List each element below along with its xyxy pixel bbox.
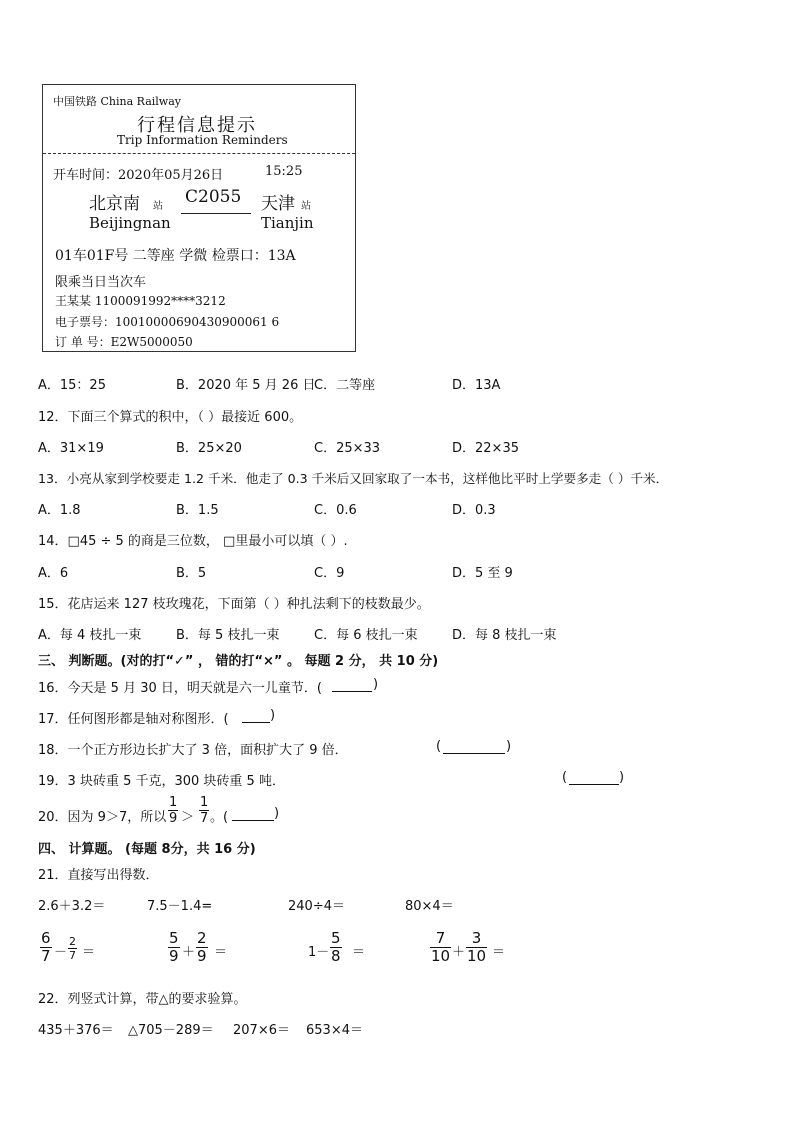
q11-option-a: A．15：25 bbox=[38, 378, 106, 393]
q11-option-d: D．13A bbox=[452, 378, 501, 393]
q11-option-c: C．二等座 bbox=[314, 378, 376, 393]
q21-e3-lead: 1－ bbox=[308, 945, 330, 960]
q14-option-d: D．5 至 9 bbox=[452, 566, 513, 581]
q12-option-b: B．25×20 bbox=[176, 441, 242, 456]
q21-e4-b-num: 3 bbox=[471, 929, 482, 947]
q20-f1-denominator: 9 bbox=[169, 811, 178, 826]
q18-answer-blank[interactable] bbox=[443, 753, 505, 754]
q20-f2-numerator: 1 bbox=[200, 795, 209, 810]
q13-option-b: B．1.5 bbox=[176, 503, 219, 518]
q12-option-a: A．31×19 bbox=[38, 441, 104, 456]
q16-close-paren: ) bbox=[373, 677, 379, 692]
depart-date: 开车时间：2020年05月26日 bbox=[53, 168, 224, 183]
q21-e3-frac bbox=[330, 931, 342, 964]
train-ticket bbox=[42, 84, 356, 352]
train-number-underline bbox=[181, 213, 251, 214]
q14-option-a: A．6 bbox=[38, 566, 69, 581]
limit-line: 限乘当日当次车 bbox=[55, 275, 147, 290]
q13-option-d: D．0.3 bbox=[452, 503, 496, 518]
q21-e4-a-den: 10 bbox=[431, 947, 451, 965]
q15-option-c: C．每 6 枝扎一束 bbox=[314, 628, 418, 643]
q13-stem: 13．小亮从家到学校要走 1.2 千米．他走了 0.3 千米后又回家取了一本书，这样他比平时上学要多走（ ）千米． bbox=[38, 471, 669, 486]
q21-e4-frac-b bbox=[466, 931, 487, 964]
order-line: 订 单 号：E2W5000050 bbox=[55, 335, 193, 349]
q20-fraction-1-7 bbox=[199, 796, 209, 825]
ticket-divider bbox=[43, 153, 355, 154]
to-station-suffix: 站 bbox=[301, 201, 311, 212]
q21-e2-frac-b bbox=[196, 931, 208, 964]
q21-e1-b-den: 7 bbox=[69, 949, 76, 962]
to-station-cn: 天津 bbox=[261, 194, 295, 214]
q20-greater-than: ＞ bbox=[181, 810, 195, 825]
eticket-line: 电子票号：10010000690430900061 6 bbox=[55, 315, 280, 329]
q21-e1-b-num: 2 bbox=[69, 935, 76, 948]
q18-text: 18．一个正方形边长扩大了 3 倍，面积扩大了 9 倍． bbox=[38, 743, 348, 758]
q13-option-c: C．0.6 bbox=[314, 503, 357, 518]
q15-option-a: A．每 4 枝扎一束 bbox=[38, 628, 142, 643]
q17-close-paren: ) bbox=[270, 708, 276, 723]
q19-answer-blank[interactable] bbox=[569, 784, 619, 785]
q21-e4-frac-a bbox=[430, 931, 451, 964]
q21-e4-b-den: 10 bbox=[467, 947, 487, 965]
to-station-en: Tianjin bbox=[261, 214, 314, 232]
q19-open-paren: ( bbox=[562, 770, 568, 785]
q18-open-paren: ( bbox=[436, 739, 442, 754]
q20-tail: 。( bbox=[210, 810, 229, 825]
q21-e4-eq: ＝ bbox=[492, 945, 506, 960]
q16-text: 16．今天是 5 月 30 日，明天就是六一儿童节．( bbox=[38, 681, 322, 696]
q12-stem: 12．下面三个算式的积中，（ ）最接近 600。 bbox=[38, 410, 303, 425]
q21-stem: 21．直接写出得数． bbox=[38, 868, 159, 883]
q21-e2-frac-a bbox=[168, 931, 180, 964]
from-station-en: Beijingnan bbox=[89, 214, 171, 232]
q21-e4-a-num: 7 bbox=[435, 929, 446, 947]
q21-e2-op: ＋ bbox=[182, 945, 196, 960]
q11-option-b: B．2020 年 5 月 26 日 bbox=[176, 378, 316, 393]
q21-e2-b-num: 2 bbox=[197, 929, 207, 947]
q20-lead: 20．因为 9＞7，所以 bbox=[38, 810, 167, 825]
ticket-title-en: Trip Information Reminders bbox=[117, 133, 288, 147]
q15-option-b: B．每 5 枝扎一束 bbox=[176, 628, 280, 643]
q17-text: 17．任何图形都是轴对称图形．( bbox=[38, 712, 229, 727]
q12-option-c: C．25×33 bbox=[314, 441, 381, 456]
railway-logo: 中国铁路 China Railway bbox=[53, 95, 181, 108]
q22-item-2: △705－289＝ bbox=[128, 1023, 214, 1038]
q20-fraction-1-9 bbox=[168, 796, 178, 825]
q21-expr-3: 240÷4＝ bbox=[288, 899, 345, 914]
q12-option-d: D．22×35 bbox=[452, 441, 519, 456]
depart-time: 15:25 bbox=[265, 164, 303, 179]
q22-stem: 22．列竖式计算，带△的要求验算。 bbox=[38, 992, 247, 1007]
q22-item-3: 207×6＝ bbox=[233, 1023, 290, 1038]
q21-expr-2: 7.5－1.4= bbox=[147, 899, 213, 914]
section-3-heading: 三、 判断题。(对的打“✓” ， 错的打“×” 。 每题 2 分， 共 10 分) bbox=[38, 654, 439, 669]
q14-option-b: B．5 bbox=[176, 566, 207, 581]
q21-e2-a-den: 9 bbox=[169, 947, 179, 965]
q14-stem: 14．□45 ÷ 5 的商是三位数， □里最小可以填（ ）. bbox=[38, 534, 348, 549]
train-number: C2055 bbox=[185, 187, 242, 207]
q21-e3-num: 5 bbox=[331, 929, 341, 947]
q13-option-a: A．1.8 bbox=[38, 503, 81, 518]
q21-expr-4: 80×4＝ bbox=[405, 899, 454, 914]
q21-e1-eq: ＝ bbox=[82, 945, 96, 960]
section-4-heading: 四、 计算题。 (每题 8分，共 16 分) bbox=[38, 842, 256, 857]
q18-close-paren: ) bbox=[506, 739, 512, 754]
q21-e2-eq: ＝ bbox=[214, 945, 228, 960]
q20-close-paren: ) bbox=[274, 806, 280, 821]
q21-e1-frac-a bbox=[40, 931, 52, 964]
q21-e2-a-num: 5 bbox=[169, 929, 179, 947]
q22-item-4: 653×4＝ bbox=[306, 1023, 363, 1038]
q20-f2-denominator: 7 bbox=[200, 811, 209, 826]
q21-e1-op: － bbox=[54, 945, 68, 960]
q21-e4-op: ＋ bbox=[452, 945, 466, 960]
q21-e3-eq: ＝ bbox=[352, 945, 366, 960]
q14-option-c: C．9 bbox=[314, 566, 345, 581]
q21-e1-a-den: 7 bbox=[41, 947, 51, 965]
q21-e2-b-den: 9 bbox=[197, 947, 207, 965]
q19-close-paren: ) bbox=[619, 770, 625, 785]
from-station-cn: 北京南 bbox=[89, 194, 140, 214]
q20-answer-blank[interactable] bbox=[232, 820, 274, 821]
q15-stem: 15．花店运来 127 枝玫瑰花，下面第（ ）种扎法剩下的枝数最少。 bbox=[38, 597, 430, 612]
passenger-line: 王某某 1100091992****3212 bbox=[55, 294, 226, 308]
q21-e1-frac-b bbox=[68, 936, 77, 961]
q16-answer-blank[interactable] bbox=[332, 691, 372, 692]
q21-e1-a-num: 6 bbox=[41, 929, 51, 947]
ticket-title-cn: 行程信息提示 bbox=[137, 115, 257, 136]
q19-text: 19．3 块砖重 5 千克，300 块砖重 5 吨． bbox=[38, 774, 285, 789]
q21-e3-den: 8 bbox=[331, 947, 341, 965]
q22-item-1: 435＋376＝ bbox=[38, 1023, 114, 1038]
seat-line: 01车01F号 二等座 学微 检票口：13A bbox=[55, 248, 296, 264]
q15-option-d: D．每 8 枝扎一束 bbox=[452, 628, 557, 643]
q21-expr-1: 2.6＋3.2＝ bbox=[38, 899, 106, 914]
q17-answer-blank[interactable] bbox=[242, 722, 270, 723]
from-station-suffix: 站 bbox=[153, 201, 163, 212]
q20-f1-numerator: 1 bbox=[169, 795, 178, 810]
